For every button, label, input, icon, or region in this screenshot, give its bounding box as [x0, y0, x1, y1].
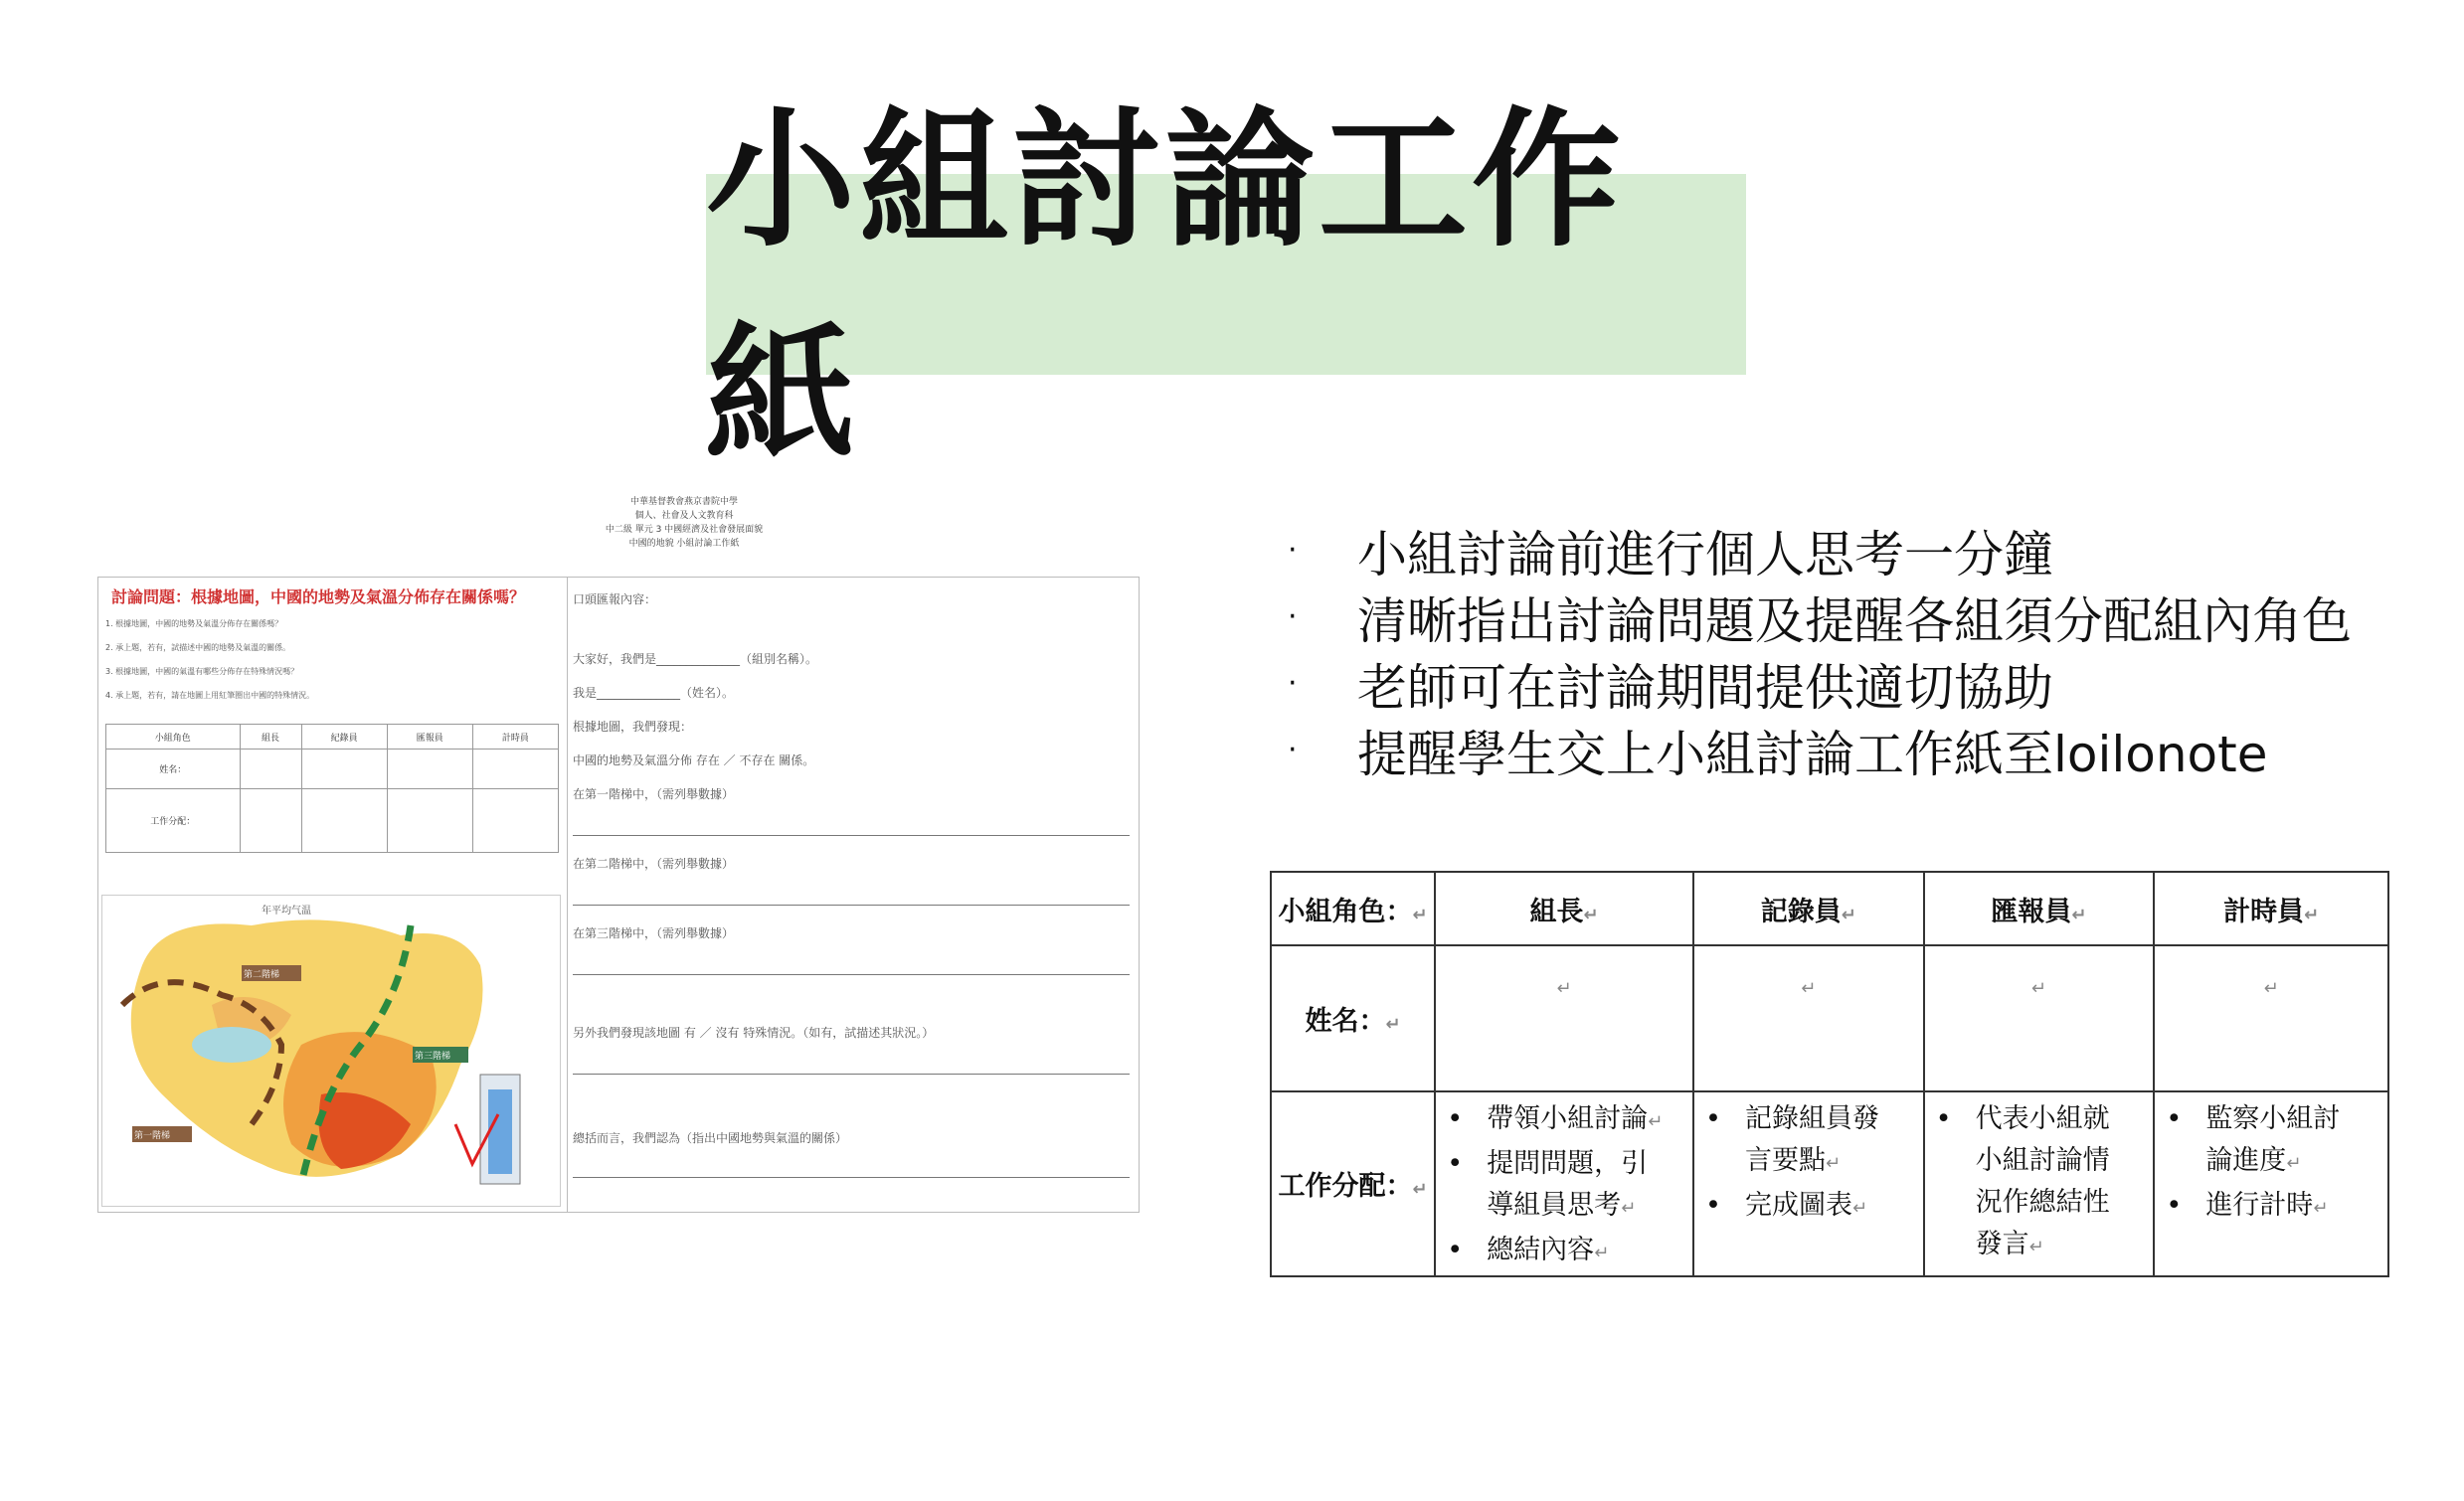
bullet-icon: • [1447, 1103, 1464, 1134]
report-line: 總括而言，我們認為（指出中國地勢與氣溫的關係） [573, 1131, 848, 1145]
list-item [1705, 1185, 1922, 1230]
list-item [1447, 1185, 1691, 1230]
header-line: 中國的地貌 小組討論工作紙 [628, 539, 740, 549]
list-item [1283, 517, 2446, 584]
list-item [1936, 1182, 2153, 1224]
report-line: 在第二階梯中，（需列舉數據） [573, 857, 735, 871]
worksheet-thumbnail [97, 497, 1142, 1213]
duty-cell [2154, 1091, 2388, 1276]
para-mark-icon: ↵ [1621, 1198, 1637, 1219]
header-text: 組長 [1529, 896, 1584, 927]
mini-cell [301, 750, 387, 789]
para-mark-icon: ↵ [1801, 978, 1817, 999]
name-label: 姓名： [1305, 1006, 1386, 1037]
duty-text: 提問問題，引 [1487, 1148, 1649, 1179]
header-text: 計時員 [2223, 896, 2305, 927]
name-cell [1693, 945, 1924, 1091]
para-mark-icon: ↵ [1385, 1014, 1401, 1035]
mini-header-cell: 計時員 [472, 725, 558, 750]
mini-name-label: 姓名： [106, 750, 241, 789]
bullet-icon: • [1447, 1148, 1464, 1179]
table-row [1271, 945, 2388, 1091]
header-cell [1693, 872, 1924, 945]
bullet-icon: • [1447, 1235, 1464, 1265]
para-mark-icon: ↵ [2028, 1237, 2044, 1257]
report-line: 在第一階梯中，（需列舉數據） [573, 787, 735, 801]
para-mark-icon: ↵ [2071, 904, 2087, 925]
duty-text: 監察小組討 [2205, 1103, 2341, 1134]
china-temperature-map [101, 895, 561, 1207]
step-line: 4. 承上題，若有，請在地圖上用紅筆圈出中國的特殊情況。 [105, 691, 315, 700]
answer-line [573, 974, 1130, 975]
mini-cell [301, 789, 387, 853]
list-item [1936, 1098, 2153, 1140]
para-mark-icon: ↵ [1841, 904, 1856, 925]
answer-line [573, 1177, 1130, 1178]
instruction-list [1283, 517, 2446, 783]
title-banner [706, 94, 1746, 482]
mini-cell [240, 750, 301, 789]
answer-line [573, 835, 1130, 836]
mini-header-cell: 小組角色 [106, 725, 241, 750]
mini-cell [472, 789, 558, 853]
mini-header-cell: 匯報員 [387, 725, 472, 750]
para-mark-icon: ↵ [1412, 904, 1428, 925]
header-cell [1924, 872, 2155, 945]
map-label: 第一階梯 [134, 1131, 171, 1141]
duty-text: 完成圖表 [1744, 1190, 1852, 1221]
duty-text: 發言 [1975, 1229, 2029, 1259]
list-item [1936, 1224, 2153, 1268]
para-mark-icon: ↵ [1583, 904, 1599, 925]
duty-text: 導組員思考 [1487, 1190, 1622, 1221]
list-item [1705, 1140, 1922, 1185]
para-mark-icon: ↵ [1851, 1198, 1868, 1219]
para-mark-icon: ↵ [1594, 1243, 1610, 1263]
bullet-text: 提醒學生交上小組討論工作紙至loilonote [1357, 725, 2268, 783]
para-mark-icon: ↵ [1648, 1111, 1664, 1132]
bullet-icon: • [1935, 1103, 1952, 1134]
step-line: 3. 根據地圖，中國的氣溫有哪些分佈存在特殊情況嗎？ [105, 667, 299, 676]
bullet-icon: · [1288, 733, 1298, 767]
mini-cell [472, 750, 558, 789]
bullet-text: 清晰指出討論問題及提醒各組須分配組內角色 [1357, 591, 2352, 650]
bullet-icon: • [1704, 1190, 1721, 1221]
name-cell [1924, 945, 2155, 1091]
duty-text: 言要點 [1744, 1145, 1826, 1176]
bullet-icon: • [2166, 1103, 2183, 1134]
duty-cell [1924, 1091, 2155, 1276]
report-line: 根據地圖，我們發現： [573, 720, 693, 734]
report-line: 另外我們發現該地圖 有 ／ 沒有 特殊情況。（如有，試描述其狀況。） [573, 1026, 935, 1040]
worksheet-left-panel [97, 577, 568, 1213]
bullet-icon: · [1288, 599, 1298, 634]
duty-text: 帶領小組討論 [1487, 1103, 1649, 1134]
para-mark-icon: ↵ [1556, 978, 1572, 999]
header-cell [2154, 872, 2388, 945]
bullet-text: 小組討論前進行個人思考一分鐘 [1357, 525, 2053, 584]
name-label-cell [1271, 945, 1435, 1091]
work-label: 工作分配： [1278, 1171, 1413, 1202]
report-line: 中國的地勢及氣溫分佈 存在 ／ 不存在 關係。 [573, 753, 815, 767]
duty-text: 況作總結性 [1975, 1187, 2110, 1218]
bullet-icon: · [1288, 533, 1298, 568]
duty-text: 總結內容 [1487, 1235, 1595, 1265]
list-item [1705, 1098, 1922, 1140]
header-line: 個人、社會及人文教育科 [634, 511, 734, 521]
para-mark-icon: ↵ [2313, 1198, 2329, 1219]
header-text: 記錄員 [1760, 896, 1842, 927]
list-item [1447, 1098, 1691, 1143]
duty-cell [1693, 1091, 1924, 1276]
report-title: 口頭匯報內容： [573, 592, 657, 606]
para-mark-icon: ↵ [2304, 904, 2320, 925]
header-text: 小組角色： [1278, 896, 1413, 927]
para-mark-icon: ↵ [2030, 978, 2047, 999]
mini-header-cell: 紀錄員 [301, 725, 387, 750]
map-graphic [102, 896, 560, 1206]
header-line: 中華基督教會燕京書院中學 [629, 497, 738, 507]
bullet-text: 老師可在討論期間提供適切協助 [1357, 658, 2053, 717]
duty-text: 代表小組就 [1975, 1103, 2110, 1134]
step-line: 1. 根據地圖，中國的地勢及氣溫分佈存在關係嗎？ [105, 619, 283, 628]
para-mark-icon: ↵ [1825, 1153, 1842, 1174]
answer-line [573, 1074, 1130, 1075]
duty-text: 小組討論情 [1975, 1145, 2110, 1176]
duty-text: 記錄組員發 [1744, 1103, 1879, 1134]
table-row [1271, 1091, 2388, 1276]
list-item [1283, 584, 2446, 650]
list-item [2166, 1098, 2386, 1140]
header-text: 匯報員 [1991, 896, 2072, 927]
bullet-icon: · [1288, 666, 1298, 701]
mini-cell [387, 789, 472, 853]
mini-header-cell: 組長 [240, 725, 301, 750]
list-item [2166, 1185, 2386, 1230]
mini-cell [387, 750, 472, 789]
work-label-cell [1271, 1091, 1435, 1276]
mini-work-label: 工作分配： [106, 789, 241, 853]
header-cell [1271, 872, 1435, 945]
para-mark-icon: ↵ [2263, 978, 2279, 999]
step-line: 2. 承上題，若有，試描述中國的地勢及氣溫的關係。 [105, 643, 291, 652]
map-title: 年平均气温 [262, 906, 311, 917]
map-label: 第三階梯 [415, 1052, 451, 1062]
list-item [2166, 1140, 2386, 1185]
mini-cell [240, 789, 301, 853]
name-cell [2154, 945, 2388, 1091]
bullet-icon: • [2166, 1190, 2183, 1221]
report-line: 在第三階梯中，（需列舉數據） [573, 926, 735, 940]
map-label: 第二階梯 [244, 970, 280, 980]
answer-line [573, 905, 1130, 906]
bullet-icon: • [1704, 1103, 1721, 1134]
duty-cell [1435, 1091, 1693, 1276]
duty-text: 進行計時 [2205, 1190, 2314, 1221]
worksheet-header [485, 495, 883, 551]
list-item [1283, 650, 2446, 717]
discussion-question: 討論問題：根據地圖，中國的地勢及氣溫分佈存在關係嗎？ [111, 587, 526, 606]
table-row [1271, 872, 2388, 945]
name-cell [1435, 945, 1693, 1091]
para-mark-icon: ↵ [2286, 1153, 2302, 1174]
duty-text: 論進度 [2205, 1145, 2287, 1176]
page-title: 小組討論工作紙 [706, 94, 1626, 482]
mini-roles-table [105, 724, 559, 853]
list-item [1283, 717, 2446, 783]
roles-table [1270, 871, 2389, 1277]
header-cell [1435, 872, 1693, 945]
header-line: 中二級 單元 3 中國經濟及社會發展面貌 [605, 525, 764, 535]
list-item [1447, 1143, 1691, 1185]
list-item [1447, 1230, 1691, 1274]
report-line: 我是______________（姓名）。 [573, 686, 735, 700]
para-mark-icon: ↵ [1412, 1179, 1428, 1200]
report-line: 大家好，我們是______________（組別名稱）。 [573, 652, 818, 666]
list-item [1936, 1140, 2153, 1182]
